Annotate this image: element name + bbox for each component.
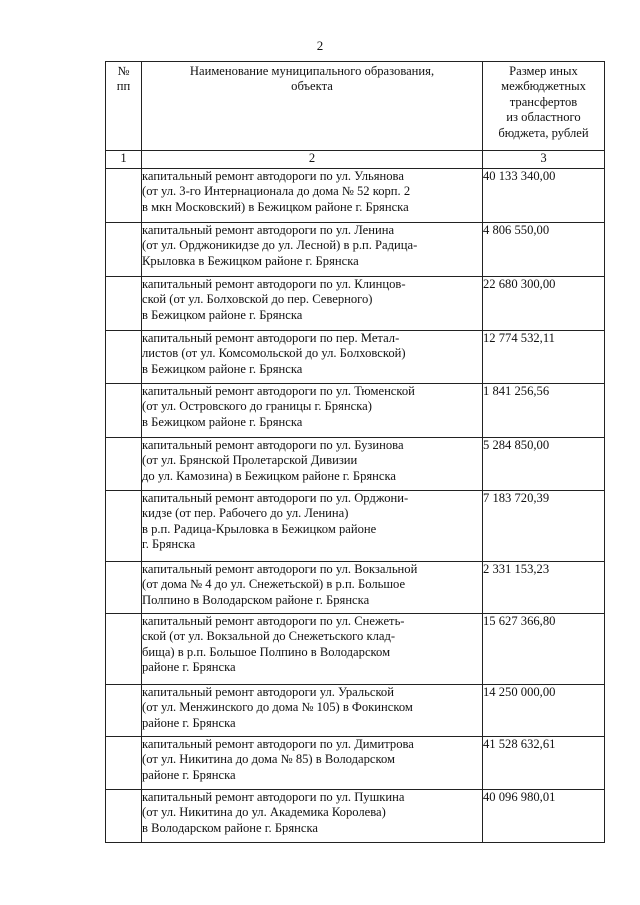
header-name-cell	[142, 62, 483, 151]
page-number: 2	[316, 38, 324, 53]
transfer-amount-cell: 22 680 300,00	[483, 277, 605, 331]
column-number: 1	[106, 151, 142, 169]
row-number-cell	[106, 685, 142, 737]
transfer-amount-cell: 41 528 632,61	[483, 737, 605, 790]
object-name-cell: капитальный ремонт автодороги по ул. Тюменской (от ул. Островского до границы г. Брянска) в Бежицком районе г. Брянска	[142, 384, 483, 438]
table-row	[106, 491, 605, 562]
object-name-cell: капитальный ремонт автодороги по пер. Метал- листов (от ул. Комсомольской до ул. Болховской) в Бежицком районе г. Брянска	[142, 331, 483, 384]
header-amount: Размер иных межбюджетных трансфертов из областного бюджета, рублей	[498, 64, 589, 140]
row-number-cell	[106, 331, 142, 384]
column-numbers-row	[106, 151, 605, 169]
row-number-cell	[106, 223, 142, 277]
object-name-cell: капитальный ремонт автодороги по ул. Ульянова (от ул. 3-го Интернационала до дома № 52 корп. 2 в мкн Московский) в Бежицком районе г. Брянска	[142, 169, 483, 223]
row-number-cell	[106, 562, 142, 614]
header-name: Наименование муниципального образования, объекта	[189, 64, 435, 94]
table-row	[106, 614, 605, 685]
transfer-amount-cell: 12 774 532,11	[483, 331, 605, 384]
table-row	[106, 685, 605, 737]
object-name-cell: капитальный ремонт автодороги ул. Уральской (от ул. Менжинского до дома № 105) в Фокинском районе г. Брянска	[142, 685, 483, 737]
object-name-cell: капитальный ремонт автодороги по ул. Ленина (от ул. Орджоникидзе до ул. Лесной) в р.п. Радица- Крыловка в Бежицком районе г. Брянска	[142, 223, 483, 277]
table-header-row	[106, 62, 605, 151]
table-row	[106, 384, 605, 438]
transfer-amount-cell: 40 133 340,00	[483, 169, 605, 223]
object-name-cell: капитальный ремонт автодороги по ул. Бузинова (от ул. Брянской Пролетарской Дивизии до ул. Камозина) в Бежицком районе г. Брянска	[142, 438, 483, 491]
table-row	[106, 277, 605, 331]
column-number: 3	[483, 151, 605, 169]
table-row	[106, 169, 605, 223]
budget-transfer-table	[105, 61, 605, 843]
row-number-cell	[106, 790, 142, 843]
object-name-cell: капитальный ремонт автодороги по ул. Снежеть- ской (от ул. Вокзальной до Снежетьского клад- бища) в р.п. Большое Полпино в Володарском районе г. Брянска	[142, 614, 483, 685]
object-name-cell: капитальный ремонт автодороги по ул. Клинцов- ской (от ул. Болховской до пер. Северного) в Бежицком районе г. Брянска	[142, 277, 483, 331]
table-row	[106, 562, 605, 614]
column-number: 2	[142, 151, 483, 169]
transfer-amount-cell: 40 096 980,01	[483, 790, 605, 843]
transfer-amount-cell: 14 250 000,00	[483, 685, 605, 737]
table-row	[106, 223, 605, 277]
object-name-cell: капитальный ремонт автодороги по ул. Вокзальной (от дома № 4 до ул. Снежетьской) в р.п. Большое Полпино в Володарском районе г. Брянска	[142, 562, 483, 614]
table-row	[106, 737, 605, 790]
transfer-amount-cell: 15 627 366,80	[483, 614, 605, 685]
row-number-cell	[106, 384, 142, 438]
object-name-cell: капитальный ремонт автодороги по ул. Пушкина (от ул. Никитина до ул. Академика Королева) в Володарском районе г. Брянска	[142, 790, 483, 843]
row-number-cell	[106, 277, 142, 331]
row-number-cell	[106, 491, 142, 562]
row-number-cell	[106, 438, 142, 491]
row-number-cell	[106, 614, 142, 685]
object-name-cell: капитальный ремонт автодороги по ул. Орджони- кидзе (от пер. Рабочего до ул. Ленина) в р.п. Радица-Крыловка в Бежицком районе г. Брянска	[142, 491, 483, 562]
table-row	[106, 331, 605, 384]
row-number-cell	[106, 737, 142, 790]
table-row	[106, 790, 605, 843]
header-amount-cell	[483, 62, 605, 151]
header-number-cell	[106, 62, 142, 151]
transfer-amount-cell: 2 331 153,23	[483, 562, 605, 614]
transfer-amount-cell: 5 284 850,00	[483, 438, 605, 491]
transfer-amount-cell: 4 806 550,00	[483, 223, 605, 277]
row-number-cell	[106, 169, 142, 223]
object-name-cell: капитальный ремонт автодороги по ул. Димитрова (от ул. Никитина до дома № 85) в Володарском районе г. Брянска	[142, 737, 483, 790]
transfer-amount-cell: 7 183 720,39	[483, 491, 605, 562]
transfer-amount-cell: 1 841 256,56	[483, 384, 605, 438]
header-number: № пп	[116, 64, 131, 94]
table-row	[106, 438, 605, 491]
